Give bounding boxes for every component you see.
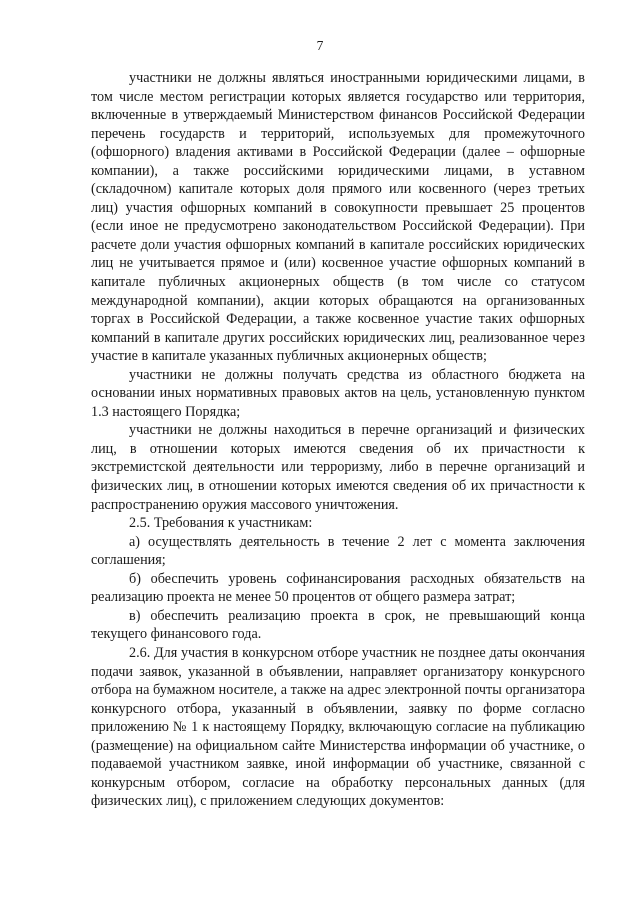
paragraph-section-2-5-heading: 2.5. Требования к участникам: [129, 515, 313, 532]
paragraph-requirement-a: а) осуществлять деятельность в течение 2 лет с момента заключения соглашения; [91, 533, 585, 569]
paragraph-offshore-requirement: участники не должны являться иностранными юридическими лицами, в том числе местом регистрации которых является государство или территория, включенные в утверждаемый Министерством финансов Российской Федерации перечень государств и территорий, используемых для промежуточного (офшорного) владения активами в Российской Федерации (далее – офшорные компании), а также российскими юридическими лицами, в уставном (складочном) капитале которых доля прямого или косвенного (через третьих лиц) участия офшорных компаний в совокупности превышает 25 процентов (если иное не предусмотрено законодательством Российской Федерации). При расчете доли участия офшорных компаний в капитале российских юридических лиц не учитывается прямое и (или) косвенное участие офшорных компаний в капитале публичных акционерных обществ (в том числе со статусом международной компании), акции которых обращаются на организованных торгах в Российской Федерации, а также косвенное участие таких офшорных компаний в капитале других российских юридических лиц, реализованное через участие в капитале указанных публичных акционерных обществ; [91, 70, 585, 365]
paragraph-section-2-6: 2.6. Для участия в конкурсном отборе участник не позднее даты окончания подачи заявок, указанной в объявлении, направляет организатору конкурсного отбора на бумажном носителе, а также на адрес электронной почты организатора конкурсного отбора, указанный в объявлении, заявку по форме согласно приложению № 1 к настоящему Порядку, включающую согласие на публикацию (размещение) на официальном сайте Министерства информации об участнике, о подаваемой участником заявке, иной информации об участнике, связанной с конкурсным отбором, согласие на обработку персональных данных (для физических лиц), с приложением следующих документов: [91, 644, 585, 810]
document-body [91, 69, 585, 811]
paragraph-requirement-b: б) обеспечить уровень софинансирования расходных обязательств на реализацию проекта не менее 50 процентов от общего размера затрат; [91, 570, 585, 606]
paragraph-budget-funds-requirement: участники не должны получать средства из областного бюджета на основании иных нормативных правовых актов на цель, установленную пунктом 1.3 настоящего Порядка; [91, 366, 585, 420]
paragraph-requirement-v: в) обеспечить реализацию проекта в срок, не превышающий конца текущего финансового года. [91, 607, 585, 643]
paragraph-extremism-list-requirement: участники не должны находиться в перечне организаций и физических лиц, в отношении которых имеются сведения об их причастности к экстремистской деятельности или терроризму, либо в перечне организаций и физических лиц, в отношении которых имеются сведения об их причастности к распространению оружия массового уничтожения. [91, 422, 585, 513]
page-number: 7 [316, 38, 324, 53]
